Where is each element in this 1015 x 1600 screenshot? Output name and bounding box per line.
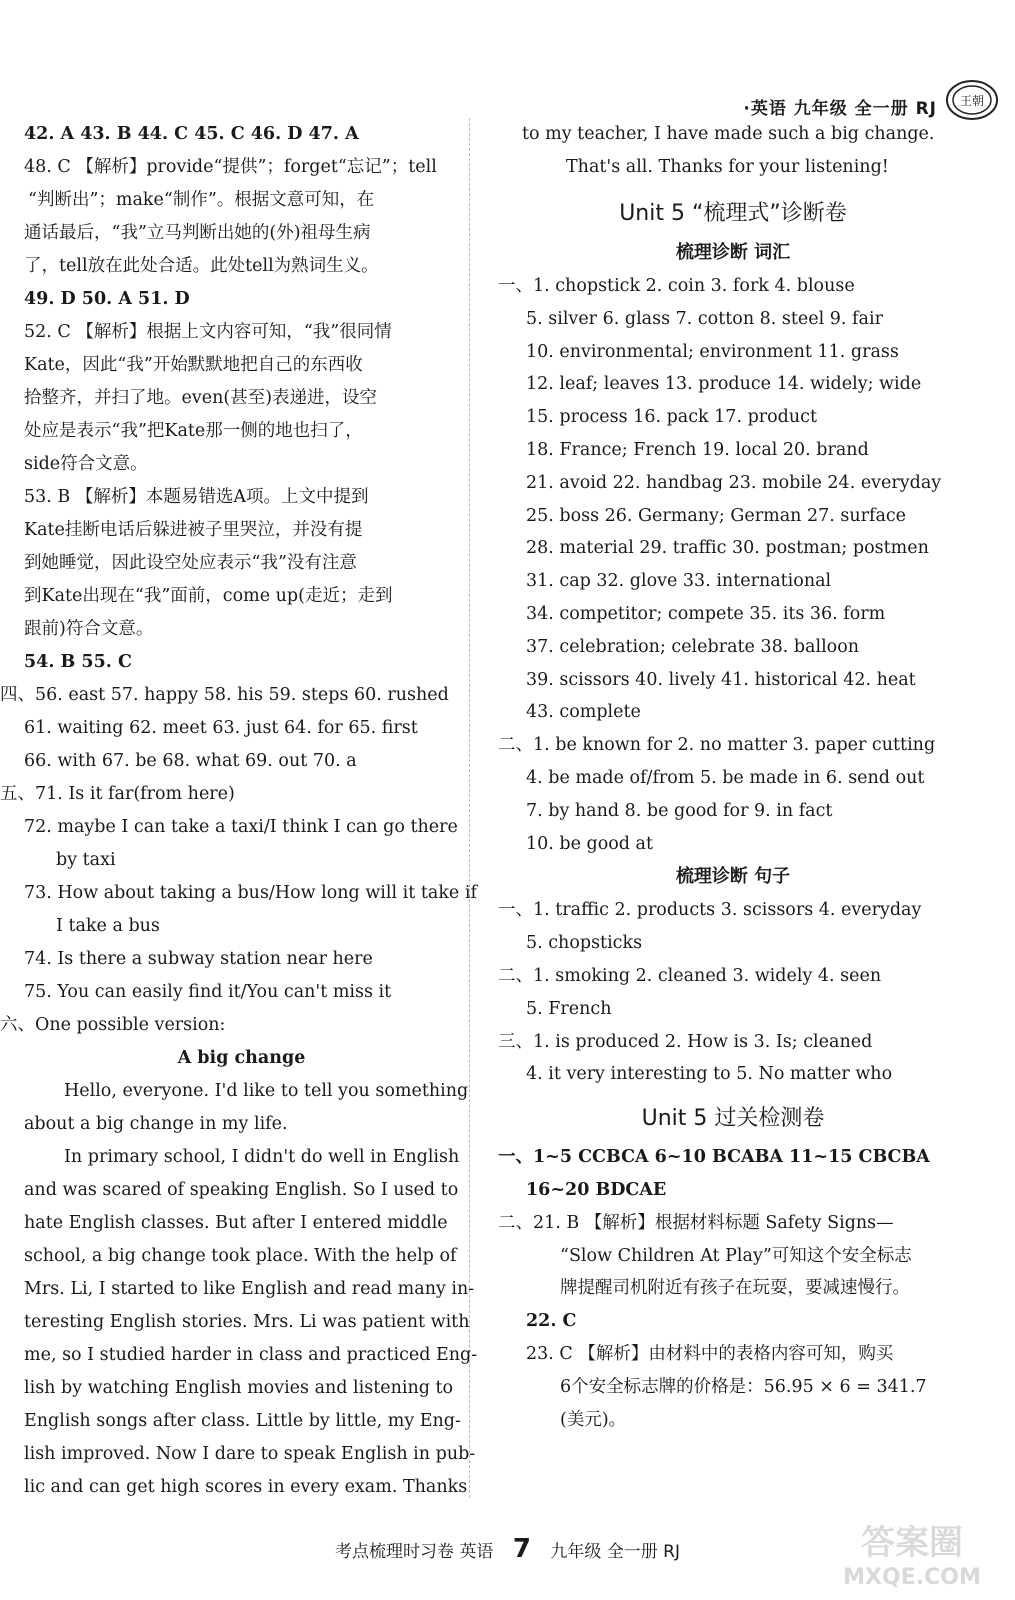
answer-line: 75. You can easily find it/You can't miss it xyxy=(24,982,392,1002)
answer-line: I take a bus xyxy=(56,916,160,936)
answer-line: 一、1~5 CCBCA 6~10 BCABA 11~15 CBCBA xyxy=(498,1147,930,1168)
left-column xyxy=(0,118,478,1504)
answer-line: 4. it very interesting to 5. No matter who xyxy=(526,1064,893,1085)
answer-line: 74. Is there a subway station near here xyxy=(24,949,373,969)
answer-line: 通话最后，“我”立马判断出她的(外)祖母生病 xyxy=(24,223,371,243)
essay-line: and was scared of speaking English. So I used to xyxy=(24,1180,459,1200)
answer-line: 73. How about taking a bus/How long will it take if xyxy=(24,883,477,903)
footer-right: 九年级 全一册 RJ xyxy=(550,1542,680,1562)
svg-text:MXQE.COM: MXQE.COM xyxy=(843,1565,981,1590)
answer-line: 5. silver 6. glass 7. cotton 8. steel 9. fair xyxy=(526,308,883,329)
answer-line: 10. environmental; environment 11. grass xyxy=(526,341,899,362)
watermark-logo-icon xyxy=(827,1512,997,1592)
essay-line: Mrs. Li, I started to like English and read many in- xyxy=(24,1279,475,1299)
essay-line: In primary school, I didn't do well in English xyxy=(64,1147,460,1167)
answer-line: 52. C 【解析】根据上文内容可知，“我”很同情 xyxy=(24,322,392,342)
answer-line: 61. waiting 62. meet 63. just 64. for 65. first xyxy=(24,718,418,738)
answer-line: side符合文意。 xyxy=(24,454,148,474)
answer-line: 43. complete xyxy=(526,702,641,723)
answer-line: Kate挂断电话后躲进被子里哭泣，并没有提 xyxy=(24,520,363,540)
essay-line: lish by watching English movies and listening to xyxy=(24,1378,454,1398)
answer-line: 37. celebration; celebrate 38. balloon xyxy=(526,636,860,657)
answer-line: 二、21. B 【解析】根据材料标题 Safety Signs— xyxy=(498,1212,894,1233)
answer-line: 一、1. traffic 2. products 3. scissors 4. everyday xyxy=(498,900,922,921)
answer-line: 到她睡觉，因此设空处应表示“我”没有注意 xyxy=(24,553,357,573)
essay-line: me, so I studied harder in class and practiced Eng- xyxy=(24,1345,478,1365)
answer-line: “Slow Children At Play”可知这个安全标志 xyxy=(560,1245,912,1266)
answer-line: 49. D 50. A 51. D xyxy=(24,289,190,309)
vocab-section-title: 梳理诊断 词汇 xyxy=(675,242,791,263)
answer-line: 5. chopsticks xyxy=(526,933,643,954)
answer-line: 15. process 16. pack 17. product xyxy=(526,407,817,428)
answer-line: 跟前)符合文意。 xyxy=(24,619,154,639)
answer-line: 18. France; French 19. local 20. brand xyxy=(526,439,869,460)
answer-line: 42. A 43. B 44. C 45. C 46. D 47. A xyxy=(24,124,359,144)
answer-line: 6个安全标志牌的价格是：56.95 × 6 = 341.7 xyxy=(560,1376,927,1397)
essay-line: school, a big change took place. With the help of xyxy=(24,1246,457,1266)
essay-line: lish improved. Now I dare to speak English in pub- xyxy=(24,1444,476,1464)
answer-line: (美元)。 xyxy=(560,1409,627,1430)
page-number: 7 xyxy=(512,1534,531,1564)
essay-line: lic and can get high scores in every exam. Thanks xyxy=(24,1477,468,1497)
footer-left: 考点梳理时习卷 英语 xyxy=(335,1542,494,1562)
answer-line: 25. boss 26. Germany; German 27. surface xyxy=(526,505,907,526)
answer-line: 拾整齐，并扫了地。even(甚至)表递进，设空 xyxy=(24,388,378,408)
right-column xyxy=(498,118,968,1436)
essay-line: English songs after class. Little by little, my Eng- xyxy=(24,1411,461,1431)
answer-line: 五、71. Is it far(from here) xyxy=(0,784,235,804)
answer-line: 5. French xyxy=(526,998,612,1019)
answer-line: 72. maybe I can take a taxi/I think I can go there xyxy=(24,817,458,837)
answer-line: 39. scissors 40. lively 41. historical 42. heat xyxy=(526,669,916,690)
answer-line: 牌提醒司机附近有孩子在玩耍，要减速慢行。 xyxy=(560,1278,910,1299)
answer-line: 到Kate出现在“我”面前，come up(走近；走到 xyxy=(24,586,393,606)
answer-line: 四、56. east 57. happy 58. his 59. steps 60. rushed xyxy=(0,685,449,705)
essay-line: about a big change in my life. xyxy=(24,1114,288,1134)
essay-line: hate English classes. But after I entered middle xyxy=(24,1213,448,1233)
answer-line: by taxi xyxy=(56,850,116,870)
answer-line: 22. C xyxy=(526,1311,577,1332)
answer-line: 23. C 【解析】由材料中的表格内容可知，购买 xyxy=(526,1343,894,1364)
answer-line: 53. B 【解析】本题易错选A项。上文中提到 xyxy=(24,487,369,507)
essay-line: teresting English stories. Mrs. Li was patient with xyxy=(24,1312,470,1332)
answer-line: 16~20 BDCAE xyxy=(526,1179,667,1200)
svg-text:答案圈: 答案圈 xyxy=(861,1523,963,1563)
answer-line: 28. material 29. traffic 30. postman; postmen xyxy=(526,538,929,559)
answer-line: 二、1. be known for 2. no matter 3. paper cutting xyxy=(498,735,936,756)
answer-line: 处应是表示“我”把Kate那一侧的地也扫了， xyxy=(24,421,363,441)
answer-line: 7. by hand 8. be good for 9. in fact xyxy=(526,800,833,821)
answer-line: 66. with 67. be 68. what 69. out 70. a xyxy=(24,751,357,771)
unit5-diagnosis-title: Unit 5 “梳理式”诊断卷 xyxy=(619,201,847,226)
sentence-section-title: 梳理诊断 句子 xyxy=(675,866,791,888)
answer-line: 10. be good at xyxy=(526,833,654,854)
answer-line: 34. competitor; compete 35. its 36. form xyxy=(526,603,886,624)
page-header: ·英语 九年级 全一册 RJ xyxy=(743,99,937,119)
answer-line: 54. B 55. C xyxy=(24,652,132,672)
answer-line: 了，tell放在此处合适。此处tell为熟词生义。 xyxy=(24,256,379,276)
svg-text:王朝: 王朝 xyxy=(959,94,985,108)
answer-line: 三、1. is produced 2. How is 3. Is; cleaned xyxy=(498,1031,873,1052)
answer-line: 12. leaf; leaves 13. produce 14. widely; wide xyxy=(526,374,922,395)
answer-line: 4. be made of/from 5. be made in 6. send out xyxy=(526,767,925,788)
answer-line: 一、1. chopstick 2. coin 3. fork 4. blouse xyxy=(498,276,855,296)
answer-line: “判断出”；make“制作”。根据文意可知，在 xyxy=(28,190,375,210)
answer-line: Kate，因此“我”开始默默地把自己的东西收 xyxy=(24,355,363,375)
essay-line: to my teacher, I have made such a big change. xyxy=(522,124,935,144)
answer-line: 48. C 【解析】provide“提供”；forget“忘记”；tell xyxy=(24,157,437,177)
unit5-test-title: Unit 5 过关检测卷 xyxy=(641,1106,825,1132)
essay-line: That's all. Thanks for your listening! xyxy=(566,157,889,177)
essay-title: A big change xyxy=(177,1048,306,1068)
answer-line: 二、1. smoking 2. cleaned 3. widely 4. seen xyxy=(498,965,882,986)
publisher-logo-icon xyxy=(945,78,999,122)
answer-line: 31. cap 32. glove 33. international xyxy=(526,571,832,592)
answer-line: 21. avoid 22. handbag 23. mobile 24. everyday xyxy=(526,472,942,493)
essay-line: Hello, everyone. I'd like to tell you something xyxy=(64,1081,469,1101)
answer-line: 六、One possible version: xyxy=(0,1015,226,1035)
